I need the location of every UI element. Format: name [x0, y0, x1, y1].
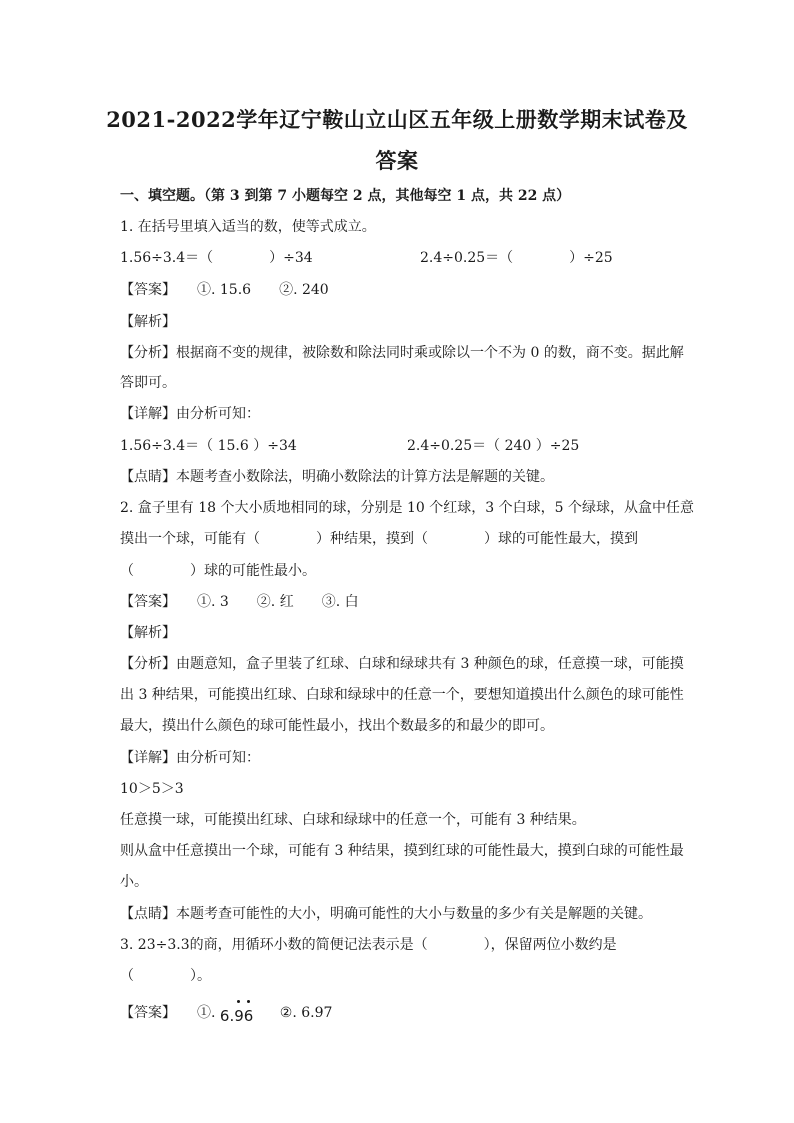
- q1-fenxi-2: 答即可。: [120, 375, 176, 391]
- q1-calc-b: 2.4÷0.25＝（ 240 ）÷25: [407, 438, 580, 454]
- q3-ans2: ②. 6.97: [279, 1005, 333, 1021]
- q1-expr-a: 1.56÷3.4＝（ ）÷34: [120, 250, 313, 266]
- q2-analysis-head: 【解析】: [120, 625, 176, 641]
- q2-line-b2: 小。: [120, 874, 148, 890]
- section-heading: 一、填空题。（第 3 到第 7 小题每空 2 点，其他每空 1 点，共 22 点）: [120, 188, 571, 204]
- q2-dianjing: 【点睛】本题考查可能性的大小，明确可能性的大小与数量的多少有关是解题的关键。: [120, 906, 652, 922]
- q1-answer: 【答案】 ①. 15.6 ②. 240: [120, 282, 329, 298]
- q1-analysis-head: 【解析】: [120, 314, 176, 330]
- q3-stem-2: （ ）。: [120, 968, 211, 984]
- q2-line-b1: 则从盒中任意摸出一个球，可能有 3 种结果，摸到红球的可能性最大，摸到白球的可能性最: [120, 843, 684, 859]
- q2-xiangjie: 【详解】由分析可知：: [120, 750, 260, 766]
- q3-stem-1: 3. 23÷3.3的商，用循环小数的简便记法表示是（ ），保留两位小数约是: [120, 937, 617, 953]
- q3-ans1-digit1: 9: [234, 1007, 244, 1025]
- q1-stem: 1. 在括号里填入适当的数，使等式成立。: [120, 219, 376, 235]
- q3-ans1-digit2: 6: [243, 1007, 254, 1025]
- q2-line-a: 任意摸一球，可能摸出红球、白球和绿球中的任意一个，可能有 3 种结果。: [120, 812, 586, 828]
- q1-expr-b: 2.4÷0.25＝（ ）÷25: [420, 250, 613, 266]
- q2-fenxi-3: 最大，摸出什么颜色的球可能性最小，找出个数最多的和最少的即可。: [120, 718, 554, 734]
- q3-repeating-decimal: [220, 1007, 253, 1025]
- q3-ans1-prefix: 6.: [219, 1007, 235, 1025]
- q1-calc-a: 1.56÷3.4＝（ 15.6 ）÷34: [120, 438, 297, 454]
- q2-fenxi-1: 【分析】由题意知，盒子里装了红球、白球和绿球共有 3 种颜色的球，任意摸一球，可能摸: [120, 656, 684, 672]
- q3-answer-label: 【答案】 ①.: [120, 1005, 216, 1021]
- q3-answer: [120, 1002, 332, 1023]
- q1-fenxi-1: 【分析】根据商不变的规律，被除数和除法同时乘或除以一个不为 0 的数，商不变。据此解: [120, 345, 684, 361]
- q1-xiangjie: 【详解】由分析可知：: [120, 406, 260, 422]
- q2-stem-2: 摸出一个球，可能有（ ）种结果，摸到（ ）球的可能性最大，摸到: [120, 531, 638, 547]
- q2-fenxi-2: 出 3 种结果，可能摸出红球、白球和绿球中的任意一个，要想知道摸出什么颜色的球可能性: [120, 687, 684, 703]
- q2-compare: 10＞5＞3: [120, 781, 184, 797]
- q2-stem-1: 2. 盒子里有 18 个大小质地相同的球，分别是 10 个红球，3 个白球，5 个绿球，从盒中任意: [120, 500, 694, 516]
- doc-title-line1: 2021-2022学年辽宁鞍山立山区五年级上册数学期末试卷及: [106, 107, 688, 132]
- q2-stem-3: （ ）球的可能性最小。: [120, 563, 316, 579]
- q2-answer: 【答案】 ①. 3 ②. 红 ③. 白: [120, 594, 359, 610]
- doc-title-line2: 答案: [375, 148, 419, 173]
- q1-dianjing: 【点睛】本题考查小数除法，明确小数除法的计算方法是解题的关键。: [120, 469, 554, 485]
